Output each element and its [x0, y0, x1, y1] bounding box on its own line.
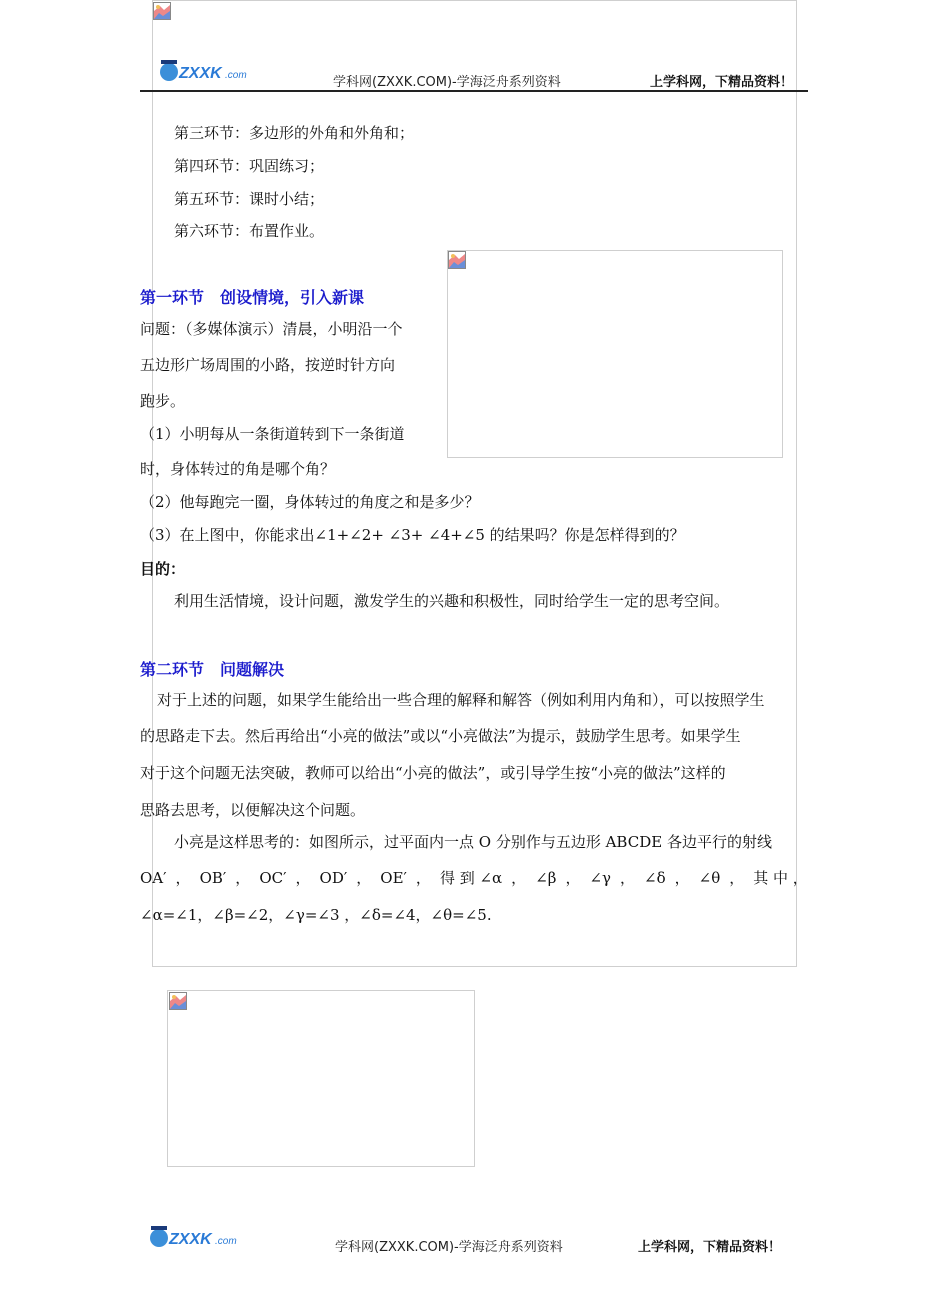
ray-label: OB′	[199, 869, 227, 887]
question-2: （2）他每跑完一圈，身体转过的角度之和是多少？	[140, 493, 480, 511]
broken-image-icon	[448, 251, 466, 269]
punct: ，	[565, 869, 581, 887]
angle-figure-placeholder	[167, 990, 475, 1167]
punct: ，	[511, 869, 527, 887]
paragraph-line: 对于上述的问题，如果学生能给出一些合理的解释和解答（例如利用内角和），可以按照学生	[157, 691, 765, 709]
question-3: （3）在上图中，你能求出∠1+∠2+ ∠3+ ∠4+∠5 的结果吗？你是怎样得到的？	[140, 526, 685, 544]
paragraph-line: 小亮是这样思考的：如图所示，过平面内一点 O 分别作与五边形 ABCDE 各边平行的射线	[174, 833, 772, 851]
section1-heading: 第一环节 创设情境，引入新课	[140, 288, 365, 307]
angle-text: ∠γ	[589, 869, 611, 887]
angle-text: 其 中 ，	[753, 869, 808, 887]
step-4: 第四环节：巩固练习；	[174, 157, 325, 175]
paragraph-justified-line	[140, 868, 808, 888]
punct: ，	[356, 869, 372, 887]
footer-right-text: 上学科网，下精品资料！	[638, 1240, 782, 1255]
zxxk-logo	[155, 56, 255, 86]
header-center-text: 学科网(ZXXK.COM)-学海泛舟系列资料	[333, 75, 561, 90]
punct: ，	[235, 869, 251, 887]
question-intro-line: 问题：（多媒体演示）清晨，小明沿一个	[140, 320, 403, 338]
purpose-label: 目的：	[140, 560, 186, 578]
pentagon-figure-placeholder	[447, 250, 783, 458]
step-5: 第五环节：课时小结；	[174, 190, 325, 208]
svg-text:.com: .com	[215, 1236, 237, 1247]
angle-text: ∠θ	[698, 869, 721, 887]
punct: ，	[620, 869, 636, 887]
paragraph-line: 的思路走下去。然后再给出“小亮的做法”或以“小亮做法”为提示，鼓励学生思考。如果学生	[140, 727, 741, 745]
question-1-line: 时，身体转过的角是哪个角？	[140, 460, 336, 478]
footer-center-text: 学科网(ZXXK.COM)-学海泛舟系列资料	[335, 1240, 563, 1255]
zxxk-logo	[145, 1222, 245, 1252]
ray-label: OC′	[259, 869, 287, 887]
step-6: 第六环节：布置作业。	[174, 222, 325, 240]
punct: ，	[729, 869, 745, 887]
paragraph-line: ∠α=∠1，∠β=∠2，∠γ=∠3 ，∠δ=∠4，∠θ=∠5.	[140, 906, 492, 924]
broken-image-icon	[169, 992, 187, 1010]
ray-label: OE′	[380, 869, 407, 887]
page-image-frame	[152, 0, 797, 967]
step-3: 第三环节：多边形的外角和外角和；	[174, 124, 415, 142]
punct: ，	[415, 869, 431, 887]
ray-label: OA′	[140, 869, 167, 887]
svg-text:ZXXK: ZXXK	[169, 1231, 212, 1248]
question-intro-line: 跑步。	[140, 392, 186, 410]
header-right-text: 上学科网，下精品资料！	[650, 75, 794, 90]
punct: ，	[674, 869, 690, 887]
section2-heading: 第二环节 问题解决	[140, 660, 285, 679]
svg-text:ZXXK: ZXXK	[179, 65, 222, 82]
paragraph-line: 思路去思考，以便解决这个问题。	[140, 801, 366, 819]
angle-text: 得 到 ∠α	[439, 869, 503, 887]
svg-text:.com: .com	[225, 70, 247, 81]
question-intro-line: 五边形广场周围的小路，按逆时针方向	[140, 356, 396, 374]
purpose-text: 利用生活情境，设计问题，激发学生的兴趣和积极性，同时给学生一定的思考空间。	[174, 592, 730, 610]
header-rule	[140, 90, 808, 92]
punct: ，	[295, 869, 311, 887]
angle-text: ∠δ	[644, 869, 666, 887]
angle-text: ∠β	[535, 869, 557, 887]
punct: ，	[175, 869, 191, 887]
question-1-line: （1）小明每从一条街道转到下一条街道	[140, 425, 405, 443]
ray-label: OD′	[319, 869, 348, 887]
paragraph-line: 对于这个问题无法突破，教师可以给出“小亮的做法”，或引导学生按“小亮的做法”这样的	[140, 764, 726, 782]
